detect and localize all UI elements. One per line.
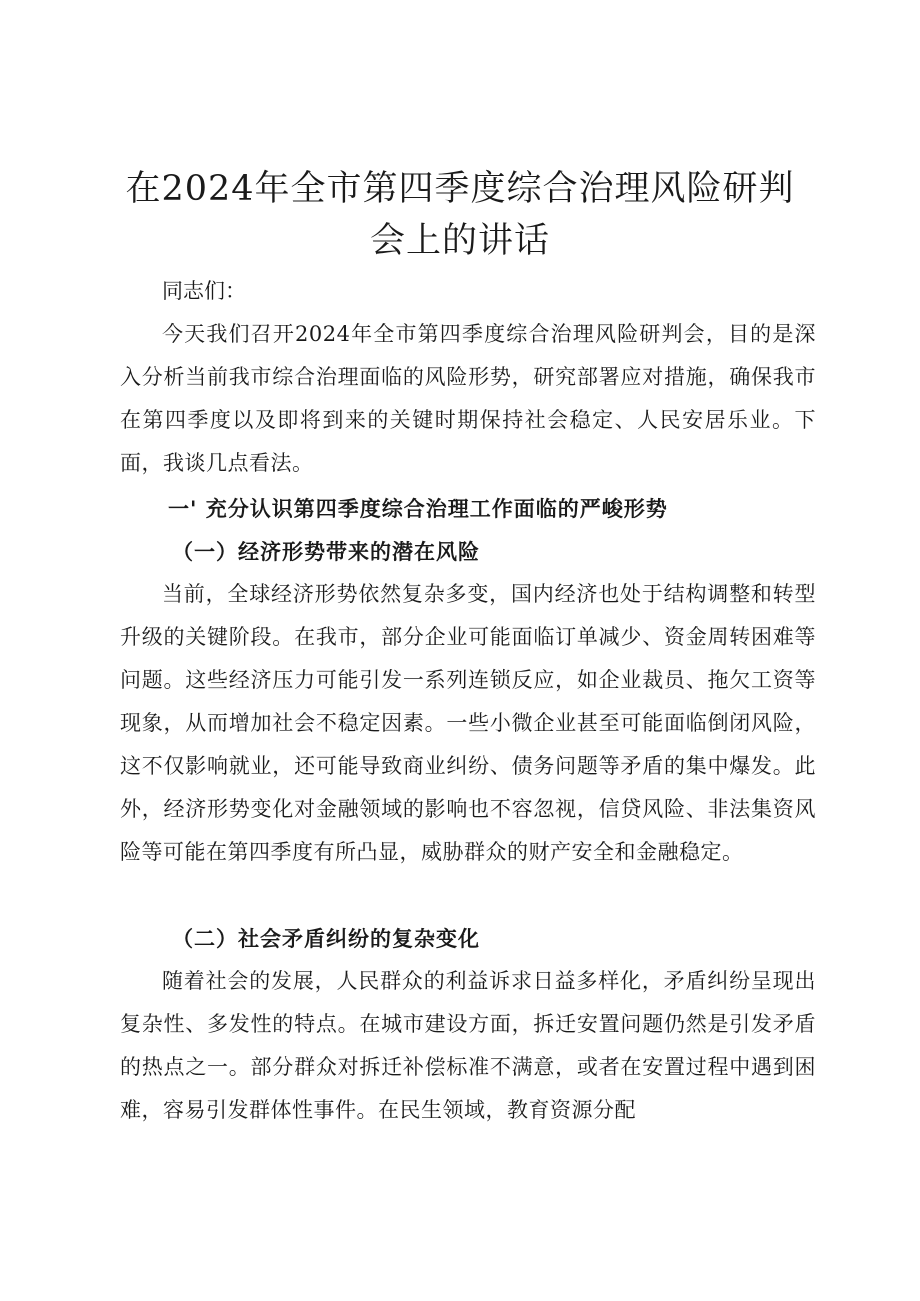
subsection-body-2: 随着社会的发展，人民群众的利益诉求日益多样化，矛盾纠纷呈现出复杂性、多发性的特点。在城市建设方面，拆迁安置问题仍然是引发矛盾的热点之一。部分群众对拆迁补偿标准不满意，或者在安置过程中遇到困难，容易引发群体性事件。在民生领域，教育资源分配 xyxy=(120,969,816,1122)
subsection-heading-2: （二）社会矛盾纠纷的复杂变化 xyxy=(172,926,480,951)
section-heading-1: 一' 充分认识第四季度综合治理工作面临的严峻形势 xyxy=(168,496,668,521)
salutation: 同志们： xyxy=(162,279,246,303)
document-title: 在2024年全市第四季度综合治理风险研判会上的讲话 xyxy=(125,169,795,261)
subsection-body-1: 当前，全球经济形势依然复杂多变，国内经济也处于结构调整和转型升级的关键阶段。在我市，部分企业可能面临订单减少、资金周转困难等问题。这些经济压力可能引发一系列连锁反应，如企业裁员、拖欠工资等现象，从而增加社会不稳定因素。一些小微企业甚至可能面临倒闭风险，这不仅影响就业，还可能导致商业纠纷、债务问题等矛盾的集中爆发。此外，经济形势变化对金融领域的影响也不容忽视，信贷风险、非法集资风险等可能在第四季度有所凸显，威胁群众的财产安全和金融稳定。 xyxy=(120,582,816,864)
intro-paragraph: 今天我们召开2024年全市第四季度综合治理风险研判会，目的是深入分析当前我市综合治理面临的风险形势，研究部署应对措施，确保我市在第四季度以及即将到来的关键时期保持社会稳定、人民安居乐业。下面，我谈几点看法。 xyxy=(120,322,816,475)
subsection-heading-1: （一）经济形势带来的潜在风险 xyxy=(172,539,480,564)
